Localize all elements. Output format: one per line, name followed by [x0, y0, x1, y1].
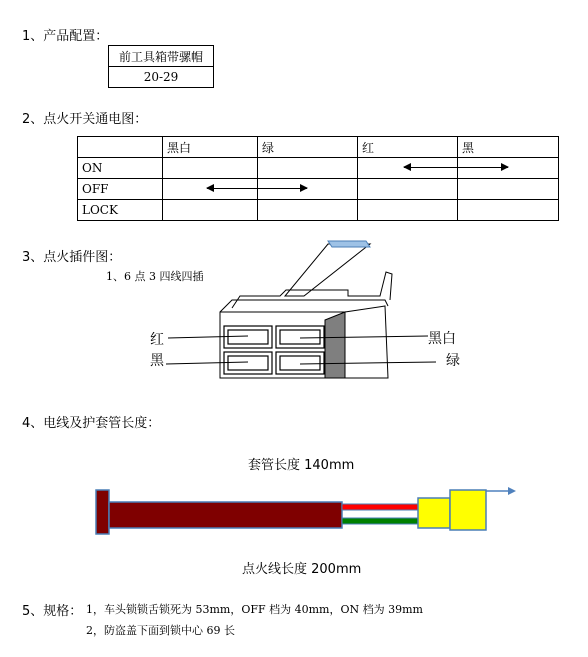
wire-diagram [90, 484, 520, 538]
config-cell-range: 20-29 [109, 67, 214, 88]
sleeve-length-label: 套管长度 140mm [248, 458, 355, 473]
wire-red [342, 504, 418, 510]
wire-connector-small [418, 498, 450, 528]
plug-latch-tab [328, 241, 370, 247]
plug-label-red: 红 [150, 332, 164, 348]
switch-header-col: 绿 [258, 137, 358, 158]
plug-note: 1、6 点 3 四线四插 [106, 270, 204, 283]
switch-header-col: 红 [358, 137, 458, 158]
switch-header-col: 黑白 [163, 137, 258, 158]
plug-diagram [140, 234, 480, 384]
wire-sleeve [109, 502, 342, 528]
switch-row-label: ON [78, 158, 163, 179]
plug-latch [285, 244, 370, 296]
section-2-heading: 2、点火开关通电图： [22, 112, 148, 127]
off-connection-arrow [207, 188, 307, 189]
section-4-heading: 4、电线及护套管长度： [22, 416, 161, 431]
switch-row-label: LOCK [78, 200, 163, 221]
spec-line-1: 1，车头锁锁舌锁死为 53mm，OFF 档为 40mm，ON 档为 39mm [86, 603, 423, 616]
plug-label-black-white: 黑白 [428, 331, 456, 347]
wire-green [342, 518, 418, 524]
spec-line-2: 2，防盗盖下面到锁中心 69 长 [86, 624, 235, 637]
switch-row-label: OFF [78, 179, 163, 200]
on-connection-arrow [404, 167, 508, 168]
switch-header-col: 黑 [458, 137, 559, 158]
switch-header-blank [78, 137, 163, 158]
product-config-table [108, 45, 214, 88]
plug-label-green: 绿 [446, 353, 460, 369]
plug-shadow [325, 312, 345, 378]
wire-connector-large [450, 490, 486, 530]
section-3-heading: 3、点火插件图： [22, 250, 122, 265]
plug-label-black: 黑 [150, 353, 164, 369]
section-1-heading: 1、产品配置： [22, 29, 109, 44]
wire-length-label: 点火线长度 200mm [242, 562, 362, 577]
switch-table [77, 136, 559, 221]
plug-side-face [345, 306, 388, 378]
config-cell-item: 前工具箱带骡帽 [109, 46, 214, 67]
wire-end-cap [96, 490, 109, 534]
section-5-heading: 5、规格： [22, 604, 83, 619]
